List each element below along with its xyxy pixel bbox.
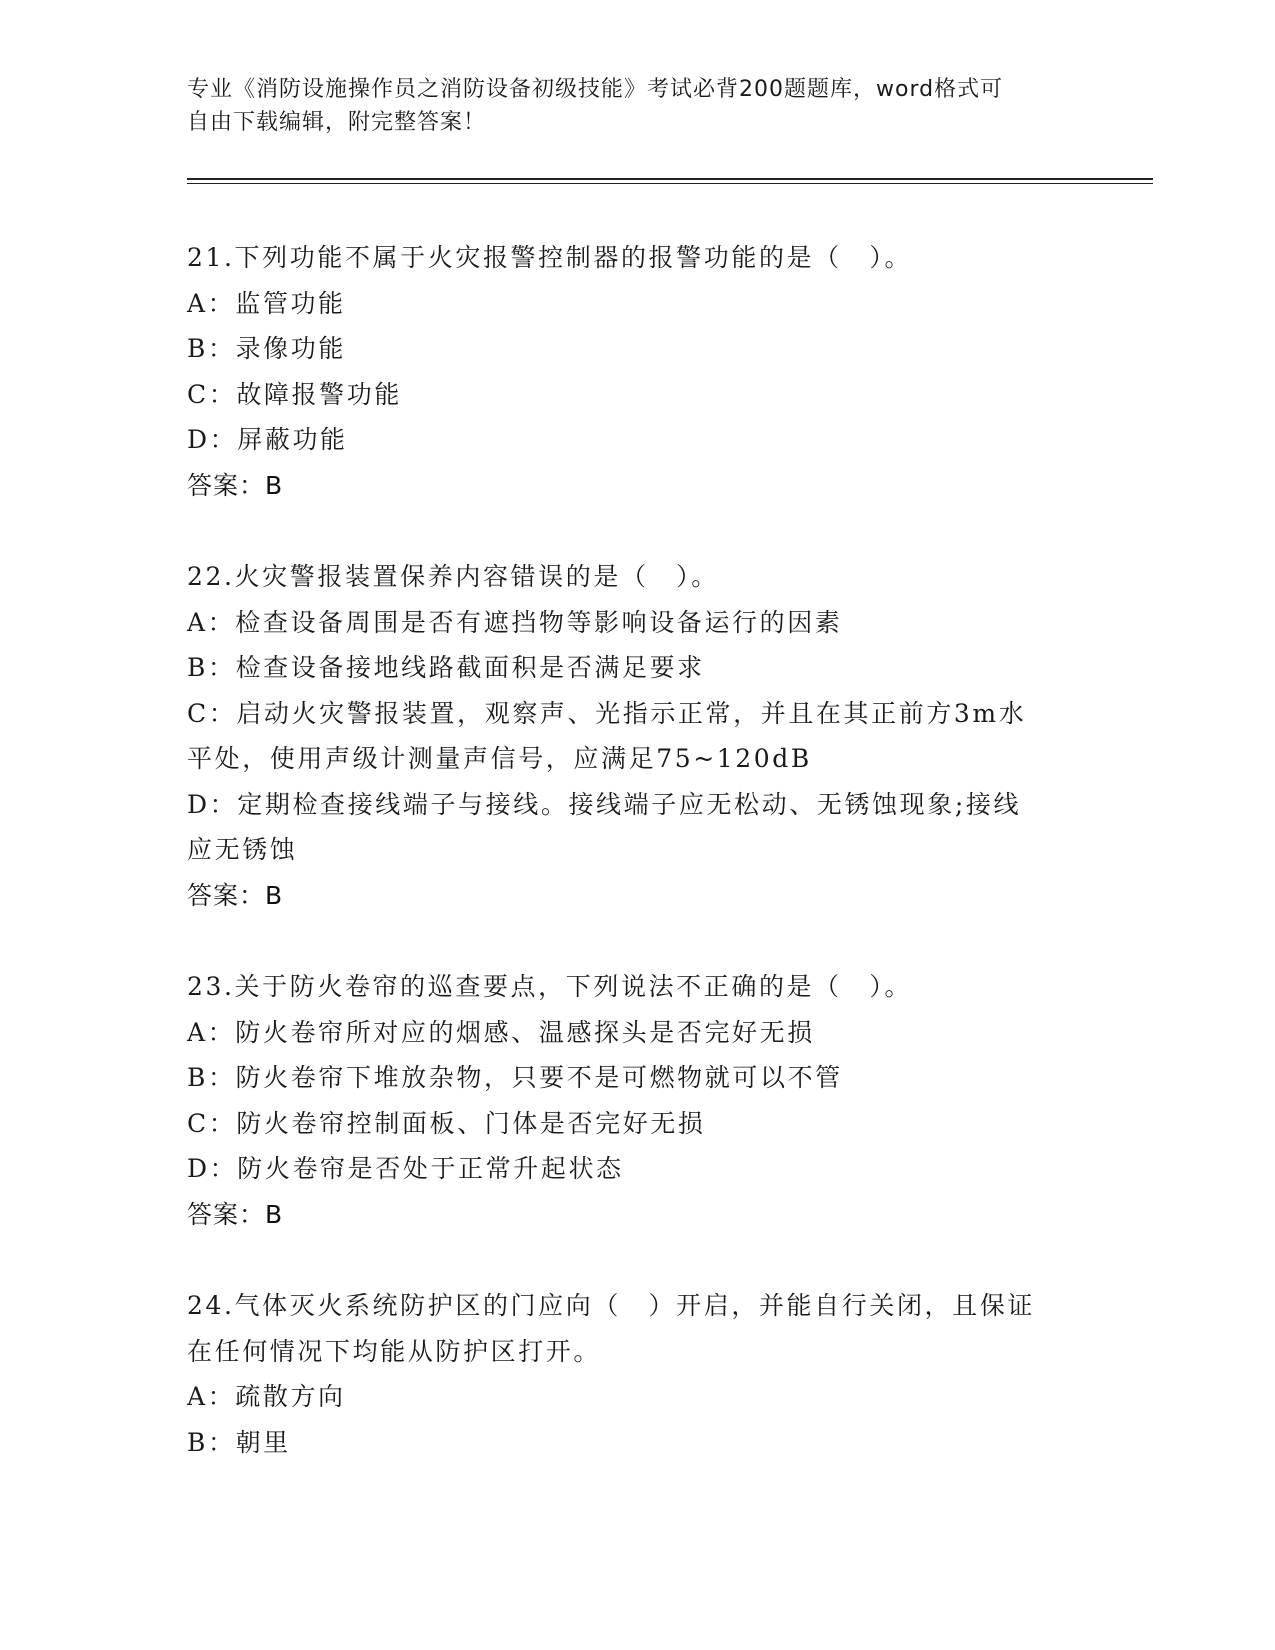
question-block: [187, 235, 1087, 508]
question-option: A：监管功能: [187, 288, 346, 318]
question-option: D：防火卷帘是否处于正常升起状态: [187, 1154, 624, 1183]
question-option: 平处，使用声级计测量声信号，应满足75~120dB: [187, 744, 812, 773]
question-option: 应无锈蚀: [187, 835, 298, 864]
question-answer: 答案：B: [187, 1199, 284, 1229]
question-option: B：防火卷帘下堆放杂物，只要不是可燃物就可以不管: [187, 1063, 843, 1092]
question-option: B：录像功能: [187, 334, 346, 363]
question-option: A：检查设备周围是否有遮挡物等影响设备运行的因素: [187, 607, 843, 637]
question-answer: 答案：B: [187, 470, 284, 500]
question-stem: 在任何情况下均能从防护区打开。: [187, 1336, 602, 1366]
question-option: B：朝里: [187, 1427, 291, 1457]
question-option: C：防火卷帘控制面板、门体是否完好无损: [187, 1108, 706, 1138]
question-list: [187, 235, 1087, 1511]
question-option: A：防火卷帘所对应的烟感、温感探头是否完好无损: [187, 1017, 815, 1047]
question-option: D：定期检查接线端子与接线。接线端子应无松动、无锈蚀现象;接线: [187, 789, 1022, 819]
question-block: [187, 1283, 1087, 1465]
header-divider-thick: [187, 178, 1153, 180]
question-stem: 23.关于防火卷帘的巡查要点，下列说法不正确的是（ ）。: [187, 972, 913, 1001]
document-header: [187, 73, 1067, 139]
header-line-1: 专业《消防设施操作员之消防设备初级技能》考试必背200题题库，word格式可: [187, 77, 1004, 102]
question-answer: 答案：B: [187, 880, 284, 910]
question-stem: 22.火灾警报装置保养内容错误的是（ ）。: [187, 562, 719, 591]
question-option: C：故障报警功能: [187, 379, 402, 409]
header-line-2: 自由下载编辑，附完整答案！: [187, 110, 487, 135]
question-block: [187, 554, 1087, 918]
question-stem: 24.气体灭火系统防护区的门应向（ ）开启，并能自行关闭，且保证: [187, 1291, 1035, 1320]
question-block: [187, 964, 1087, 1237]
question-option: B：检查设备接地线路截面积是否满足要求: [187, 653, 705, 682]
question-option: D：屏蔽功能: [187, 425, 348, 454]
question-option: A：疏散方向: [187, 1382, 346, 1411]
header-divider-thin: [187, 183, 1153, 184]
question-stem: 21.下列功能不属于火灾报警控制器的报警功能的是（ ）。: [187, 243, 913, 272]
question-option: C：启动火灾警报装置，观察声、光指示正常，并且在其正前方3m水: [187, 698, 1027, 728]
